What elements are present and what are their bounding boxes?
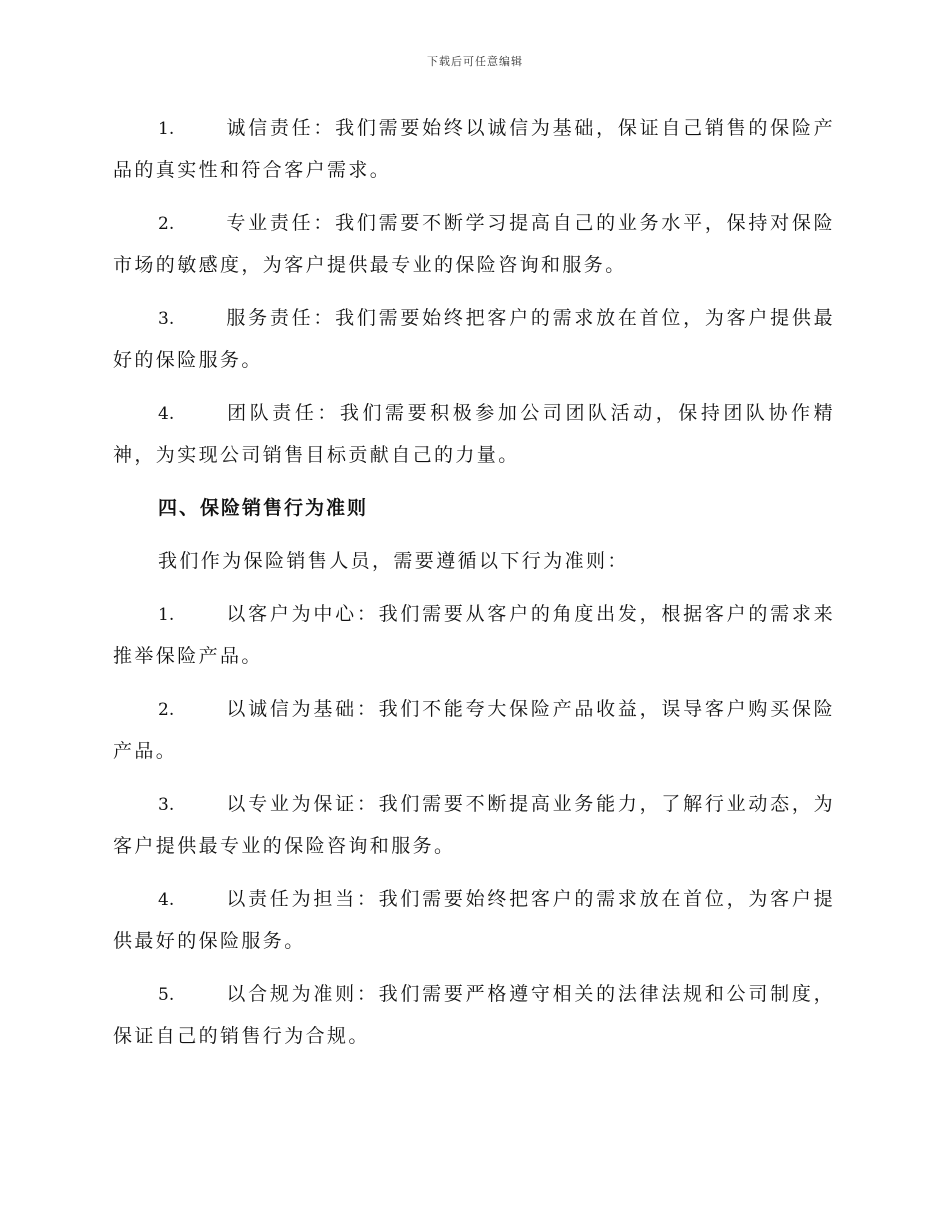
list-item xyxy=(113,784,835,867)
item-number: 4. xyxy=(158,404,175,424)
item-number: 2. xyxy=(158,214,175,234)
item-text: 服务责任：我们需要始终把客户的需求放在首位，为客户提供最好的保险服务。 xyxy=(113,307,835,371)
item-number: 3. xyxy=(158,309,175,329)
list-item xyxy=(113,298,835,381)
item-text: 以合规为准则：我们需要严格遵守相关的法律法规和公司制度，保证自己的销售行为合规。 xyxy=(113,983,835,1047)
item-text: 专业责任：我们需要不断学习提高自己的业务水平，保持对保险市场的敏感度，为客户提供最专业的保险咨询和服务。 xyxy=(113,212,835,276)
section-intro: 我们作为保险销售人员，需要遵循以下行为准则： xyxy=(158,550,629,572)
item-text: 以诚信为基础：我们不能夸大保险产品收益，误导客户购买保险产品。 xyxy=(113,698,835,762)
item-text: 以客户为中心：我们需要从客户的角度出发，根据客户的需求来推举保险产品。 xyxy=(113,603,835,667)
item-number: 4. xyxy=(158,890,175,910)
list-item xyxy=(113,689,835,772)
list-item xyxy=(113,393,835,476)
document-body xyxy=(113,108,835,1069)
list-item xyxy=(113,594,835,677)
item-text: 诚信责任：我们需要始终以诚信为基础，保证自己销售的保险产品的真实性和符合客户需求。 xyxy=(113,117,835,181)
item-number: 1. xyxy=(158,605,175,625)
item-number: 1. xyxy=(158,119,175,139)
item-number: 2. xyxy=(158,700,175,720)
item-text: 以责任为担当：我们需要始终把客户的需求放在首位，为客户提供最好的保险服务。 xyxy=(113,888,835,952)
page-header: 下载后可任意编辑 xyxy=(427,55,523,68)
item-number: 5. xyxy=(158,985,175,1005)
list-item xyxy=(113,974,835,1057)
list-item xyxy=(113,108,835,191)
item-text: 以专业为保证：我们需要不断提高业务能力，了解行业动态，为客户提供最专业的保险咨询和服务。 xyxy=(113,793,835,857)
item-number: 3. xyxy=(158,795,175,815)
item-text: 团队责任：我们需要积极参加公司团队活动，保持团队协作精神，为实现公司销售目标贡献自己的力量。 xyxy=(113,402,835,466)
list-item xyxy=(113,879,835,962)
section-heading: 四、保险销售行为准则 xyxy=(158,497,369,519)
list-item xyxy=(113,203,835,286)
